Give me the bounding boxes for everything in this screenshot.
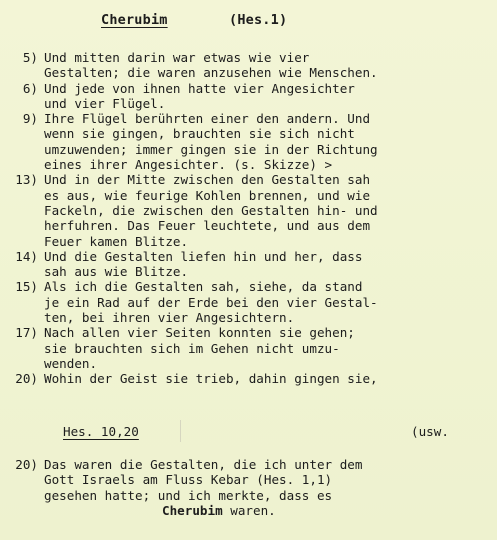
verse-5 bbox=[0, 50, 497, 81]
verse-14 bbox=[0, 249, 497, 280]
verse-line: Nach allen vier Seiten konnten sie gehen; bbox=[44, 325, 355, 341]
verse-9 bbox=[0, 111, 497, 172]
verse-text bbox=[44, 111, 492, 172]
verse-line: herfuhren. Das Feuer leuchtete, und aus dem bbox=[44, 218, 371, 234]
title-reference: (Hes.1) bbox=[229, 12, 288, 28]
verse-line: es aus, wie feurige Kohlen brennen, und wie bbox=[44, 187, 371, 203]
verse-number: 20) bbox=[15, 371, 38, 387]
cherubim-emphasis: Cherubim bbox=[162, 502, 223, 518]
verse-line: Und in der Mitte zwischen den Gestalten sah bbox=[44, 172, 371, 188]
verse-line: Als ich die Gestalten sah, siehe, da stand bbox=[44, 279, 363, 295]
verse-line: ten, bei ihren vier Angesichtern. bbox=[44, 310, 295, 326]
verse-line: Und mitten darin war etwas wie vier bbox=[44, 50, 310, 65]
continuation-note: (usw. bbox=[411, 424, 449, 439]
verse-10-20 bbox=[0, 457, 497, 518]
verse-17 bbox=[0, 325, 497, 371]
verse-text bbox=[44, 371, 492, 386]
verse-line: Ihre Flügel berührten einer den andern. Und bbox=[44, 111, 371, 127]
verse-text bbox=[44, 325, 492, 371]
cross-reference-row bbox=[0, 424, 497, 442]
final-verse-block bbox=[0, 457, 497, 518]
verse-15 bbox=[0, 279, 497, 325]
verse-text bbox=[44, 81, 492, 112]
verse-line: umzuwenden; immer gingen sie in der Richtung bbox=[44, 141, 378, 157]
verse-line: je ein Rad auf der Erde bei den vier Gestal- bbox=[44, 294, 378, 310]
verse-text bbox=[44, 172, 492, 248]
verse-line: Gestalten; die waren anzusehen wie Menschen. bbox=[44, 65, 378, 81]
verse-number: 15) bbox=[15, 279, 38, 295]
verse-number: 9) bbox=[22, 111, 38, 127]
verse-line: wenn sie gingen, brauchten sie sich nicht bbox=[44, 126, 355, 142]
cross-reference: Hes. 10,20 bbox=[63, 424, 139, 439]
title-row bbox=[0, 12, 497, 34]
verse-line: Wohin der Geist sie trieb, dahin gingen sie, bbox=[44, 371, 378, 387]
verse-line: wenden. bbox=[44, 355, 98, 371]
verse-13 bbox=[0, 172, 497, 248]
verse-line: Gott Israels am Fluss Kebar (Hes. 1,1) bbox=[44, 472, 333, 488]
closing-text: waren. bbox=[222, 502, 276, 518]
title-main: Cherubim bbox=[101, 12, 168, 28]
verse-line: eines ihrer Angesichter. (s. Skizze) > bbox=[44, 157, 333, 173]
verse-6 bbox=[0, 81, 497, 112]
verse-20 bbox=[0, 371, 497, 386]
verse-line: sie brauchten sich im Gehen nicht umzu- bbox=[44, 340, 340, 356]
verse-line: sah aus wie Blitze. bbox=[44, 264, 189, 280]
verse-text bbox=[44, 457, 492, 518]
verse-list bbox=[0, 50, 497, 387]
verse-number: 5) bbox=[22, 50, 38, 65]
verse-number: 6) bbox=[22, 80, 38, 96]
verse-line: und vier Flügel. bbox=[44, 95, 166, 111]
verse-text bbox=[44, 50, 492, 81]
verse-line-closing bbox=[44, 503, 492, 518]
verse-line: Und jede von ihnen hatte vier Angesichter bbox=[44, 80, 355, 96]
verse-line: Fackeln, die zwischen den Gestalten hin- und bbox=[44, 202, 378, 218]
verse-number: 17) bbox=[15, 325, 38, 341]
verse-line: Das waren die Gestalten, die ich unter dem bbox=[44, 457, 363, 472]
verse-number: 20) bbox=[15, 457, 38, 472]
verse-line: Und die Gestalten liefen hin und her, dass bbox=[44, 248, 363, 264]
verse-number: 13) bbox=[15, 172, 38, 188]
verse-number: 14) bbox=[15, 248, 38, 264]
verse-line: Feuer kamen Blitze. bbox=[44, 233, 189, 249]
verse-text bbox=[44, 279, 492, 325]
verse-text bbox=[44, 249, 492, 280]
verse-line: gesehen hatte; und ich merkte, dass es bbox=[44, 487, 333, 503]
divider bbox=[180, 420, 181, 442]
